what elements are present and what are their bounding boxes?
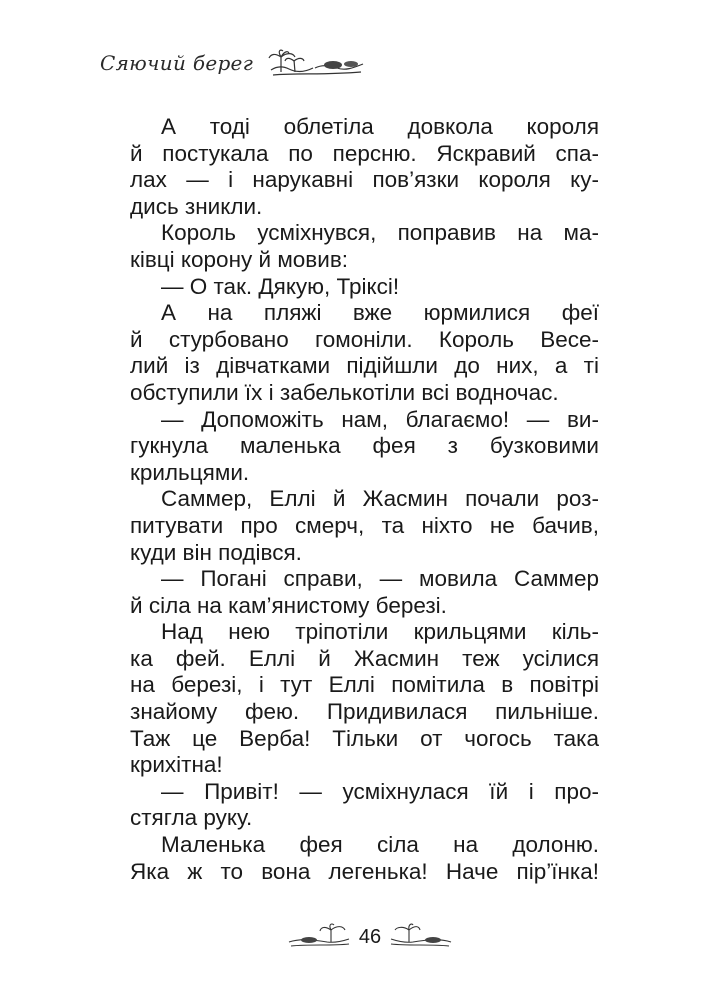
text-line: Яка ж то вона легенька! Наче пір’їнка! [130, 858, 599, 884]
text-line: Маленька фея сіла на долоню. [161, 832, 599, 858]
text-line: питувати про смерч, та ніхто не бачив, [130, 512, 599, 538]
running-title: Сяючий берег [100, 51, 254, 75]
running-header [100, 48, 367, 78]
text-line: ківці корону й мовив: [130, 246, 349, 272]
text-line: крильцями. [130, 459, 250, 485]
text-line: — Допоможіть нам, благаємо! — ви- [161, 406, 599, 432]
text-line: на березі, і тут Еллі помітила в повітрі [130, 672, 599, 698]
text-line: крихітна! [130, 752, 223, 778]
text-line: А тоді облетіла довкола короля [161, 114, 599, 139]
text-line: й стурбовано гомоніли. Король Весе- [130, 326, 599, 352]
page-footer [270, 922, 470, 953]
text-line: куди він подівся. [130, 539, 302, 565]
text-line: й сіла на кам’янистому березі. [130, 592, 447, 618]
text-line: обступили їх і забелькотіли всі водночас. [130, 379, 559, 405]
text-line: ка фей. Еллі й Жасмин теж усілися [130, 645, 599, 671]
text-line: лий із дівчатками підійшли до них, а ті [130, 353, 599, 379]
text-line: Саммер, Еллі й Жасмин почали роз- [161, 486, 599, 512]
palm-ornament-left-icon [287, 922, 351, 953]
page-number: 46 [358, 926, 382, 948]
text-line: — О так. Дякую, Тріксі! [161, 273, 400, 299]
text-line: знайому фею. Придивилася пильніше. [130, 699, 599, 725]
palm-tree-ornament-icon [267, 48, 367, 78]
text-line: — Погані справи, — мовила Саммер [161, 566, 599, 592]
text-line: стягла руку. [130, 805, 253, 831]
text-line: й постукала по персню. Яскравий спа- [130, 140, 599, 166]
body-text [130, 114, 599, 885]
text-line: А на пляжі вже юрмилися феї [161, 300, 599, 326]
text-line: Король усміхнувся, поправив на ма- [161, 220, 599, 246]
text-line: лах — і нарукавні пов’язки короля ку- [130, 167, 599, 193]
text-line: — Привіт! — усміхнулася їй і про- [161, 778, 599, 804]
palm-ornament-right-icon [389, 922, 453, 953]
text-line: Над нею тріпотіли крильцями кіль- [161, 619, 599, 645]
text-line: гукнула маленька фея з бузковими [130, 433, 599, 459]
text-line: Таж це Верба! Тільки от чогось така [130, 725, 599, 751]
text-line: дись зникли. [130, 193, 263, 219]
